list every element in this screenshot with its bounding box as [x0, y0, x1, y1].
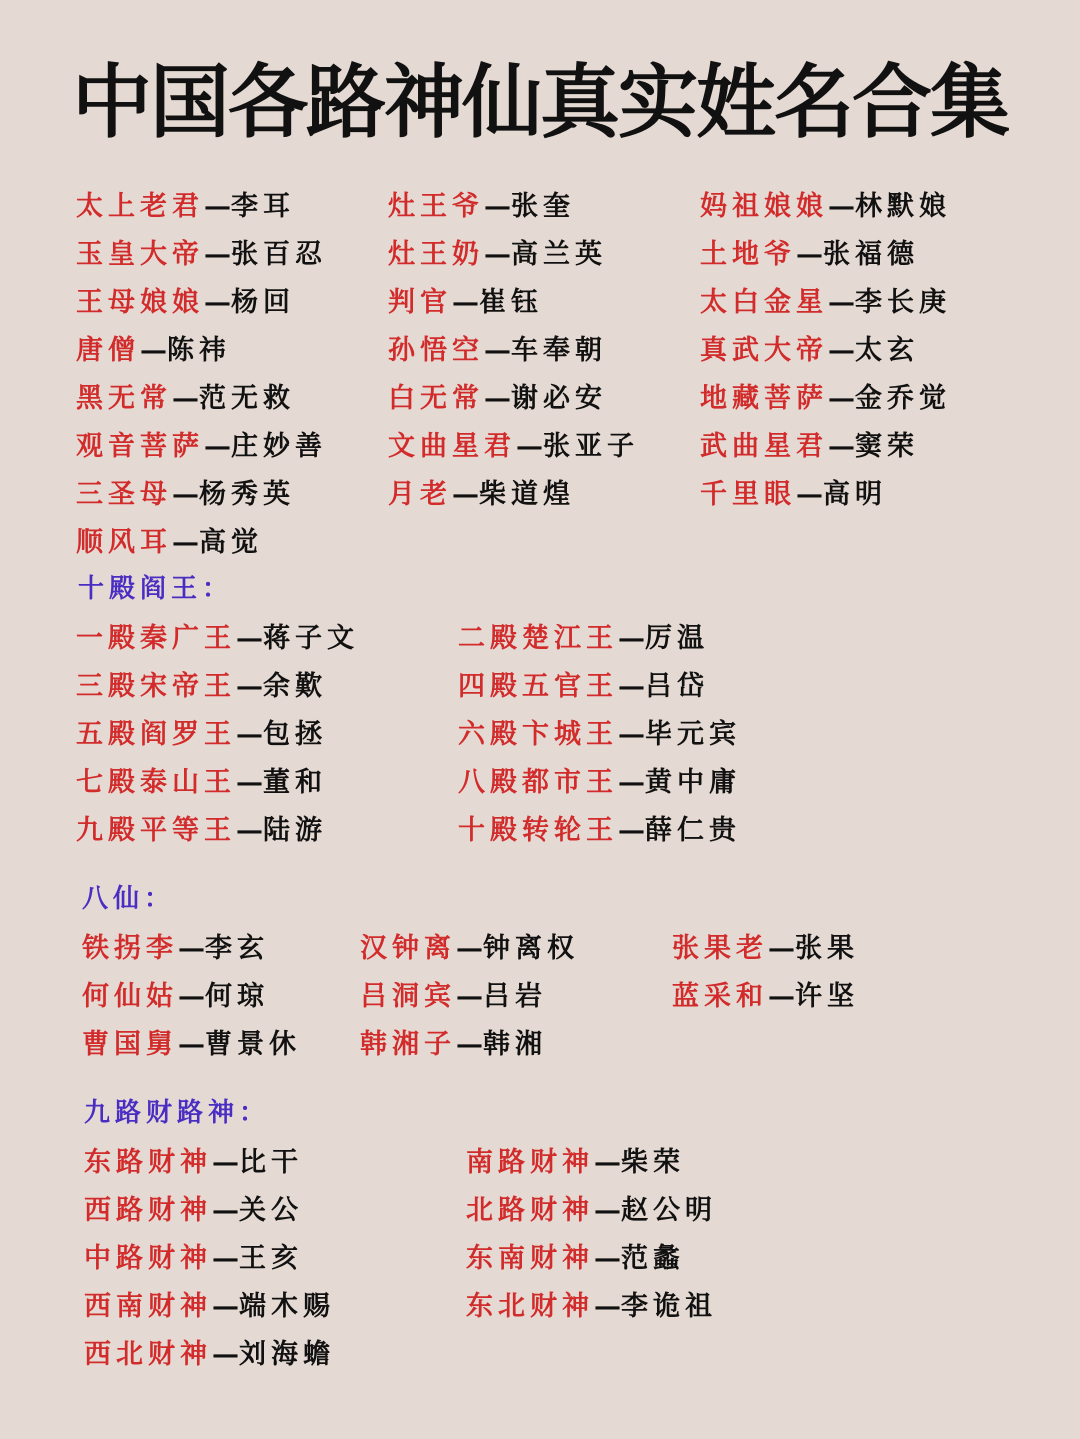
real-name: 刘海蟾 [239, 1339, 335, 1370]
deity-title: 观音菩萨 [76, 431, 204, 462]
real-name: 吕岱 [645, 671, 709, 702]
deity-title: 千里眼 [700, 479, 796, 510]
section-heading: 十殿阎王： [78, 574, 234, 604]
separator: — [172, 527, 199, 558]
separator: — [456, 1029, 483, 1060]
deity-title: 太白金星 [700, 287, 828, 318]
deity-title: 唐僧 [76, 335, 140, 366]
real-name: 杨回 [231, 287, 295, 318]
page-title: 中国各路神仙真实姓名合集 [72, 56, 1008, 149]
deity-title: 六殿卞城王 [458, 719, 618, 750]
real-name: 高觉 [199, 527, 263, 558]
real-name: 张奎 [511, 191, 575, 222]
real-name: 李玄 [205, 933, 269, 964]
deity-title: 东南财神 [466, 1243, 594, 1274]
deity-title: 一殿秦广王 [76, 623, 236, 654]
deity-title: 曹国舅 [82, 1029, 178, 1060]
deity-entry [76, 664, 327, 703]
deity-title: 顺风耳 [76, 527, 172, 558]
deity-title: 北路财神 [466, 1195, 594, 1226]
deity-entry [388, 328, 607, 367]
real-name: 庄妙善 [231, 431, 327, 462]
deity-title: 王母娘娘 [76, 287, 204, 318]
separator: — [204, 239, 231, 270]
deity-entry [700, 376, 951, 415]
deity-entry [700, 328, 919, 367]
deity-entry [458, 808, 741, 847]
real-name: 董和 [263, 767, 327, 798]
separator: — [594, 1147, 621, 1178]
separator: — [618, 719, 645, 750]
deity-title: 蓝采和 [672, 981, 768, 1012]
separator: — [618, 623, 645, 654]
deity-entry [388, 232, 607, 271]
deity-entry [76, 232, 327, 271]
deity-entry [700, 232, 919, 271]
real-name: 太玄 [855, 335, 919, 366]
real-name: 王亥 [239, 1243, 303, 1274]
real-name: 毕元宾 [645, 719, 741, 750]
real-name: 陈祎 [167, 335, 231, 366]
deity-title: 武曲星君 [700, 431, 828, 462]
real-name: 关公 [239, 1195, 303, 1226]
deity-entry [458, 616, 709, 655]
separator: — [212, 1147, 239, 1178]
deity-entry [700, 472, 887, 511]
separator: — [796, 479, 823, 510]
deity-title: 四殿五官王 [458, 671, 618, 702]
separator: — [452, 479, 479, 510]
separator: — [594, 1291, 621, 1322]
separator: — [178, 1029, 205, 1060]
separator: — [456, 981, 483, 1012]
deity-entry [76, 376, 295, 415]
separator: — [516, 431, 543, 462]
deity-entry [388, 184, 575, 223]
separator: — [618, 671, 645, 702]
deity-entry [76, 328, 231, 367]
deity-entry [700, 280, 951, 319]
real-name: 柴道煌 [479, 479, 575, 510]
real-name: 曹景休 [205, 1029, 301, 1060]
real-name: 比干 [239, 1147, 303, 1178]
real-name: 端木赐 [239, 1291, 335, 1322]
deity-title: 土地爷 [700, 239, 796, 270]
deity-entry [388, 376, 607, 415]
deity-title: 铁拐李 [82, 933, 178, 964]
real-name: 范无救 [199, 383, 295, 414]
deity-entry [84, 1332, 335, 1371]
deity-title: 何仙姑 [82, 981, 178, 1012]
deity-entry [458, 664, 709, 703]
real-name: 钟离权 [483, 933, 579, 964]
real-name: 李诡祖 [621, 1291, 717, 1322]
deity-title: 灶王奶 [388, 239, 484, 270]
deity-entry [76, 424, 327, 463]
separator: — [204, 191, 231, 222]
separator: — [594, 1243, 621, 1274]
deity-entry [76, 616, 359, 655]
separator: — [618, 767, 645, 798]
separator: — [172, 383, 199, 414]
real-name: 高明 [823, 479, 887, 510]
deity-title: 西南财神 [84, 1291, 212, 1322]
deity-entry [76, 760, 327, 799]
real-name: 金乔觉 [855, 383, 951, 414]
deity-entry [360, 974, 547, 1013]
section-heading: 八仙： [82, 884, 176, 914]
real-name: 崔钰 [479, 287, 543, 318]
deity-entry [360, 926, 579, 965]
real-name: 黄中庸 [645, 767, 741, 798]
real-name: 吕岩 [483, 981, 547, 1012]
separator: — [594, 1195, 621, 1226]
separator: — [484, 239, 511, 270]
deity-title: 月老 [388, 479, 452, 510]
deity-title: 太上老君 [76, 191, 204, 222]
deity-entry [388, 424, 639, 463]
deity-entry [458, 760, 741, 799]
separator: — [456, 933, 483, 964]
real-name: 张福德 [823, 239, 919, 270]
deity-entry [672, 926, 859, 965]
separator: — [140, 335, 167, 366]
real-name: 蒋子文 [263, 623, 359, 654]
deity-title: 南路财神 [466, 1147, 594, 1178]
deity-entry [672, 974, 859, 1013]
deity-entry [76, 808, 327, 847]
separator: — [212, 1339, 239, 1370]
real-name: 谢必安 [511, 383, 607, 414]
deity-entry [84, 1236, 303, 1275]
separator: — [236, 767, 263, 798]
deity-title: 七殿泰山王 [76, 767, 236, 798]
deity-title: 八殿都市王 [458, 767, 618, 798]
section-heading: 九路财路神： [84, 1098, 271, 1128]
separator: — [484, 335, 511, 366]
deity-title: 吕洞宾 [360, 981, 456, 1012]
real-name: 陆游 [263, 815, 327, 846]
separator: — [796, 239, 823, 270]
separator: — [178, 981, 205, 1012]
deity-entry [466, 1236, 685, 1275]
deity-entry [700, 424, 919, 463]
deity-title: 地藏菩萨 [700, 383, 828, 414]
separator: — [828, 191, 855, 222]
deity-entry [76, 472, 295, 511]
deity-entry [466, 1188, 717, 1227]
real-name: 林默娘 [855, 191, 951, 222]
separator: — [204, 287, 231, 318]
separator: — [172, 479, 199, 510]
separator: — [768, 933, 795, 964]
deity-title: 三圣母 [76, 479, 172, 510]
real-name: 车奉朝 [511, 335, 607, 366]
deity-title: 五殿阎罗王 [76, 719, 236, 750]
separator: — [484, 383, 511, 414]
separator: — [484, 191, 511, 222]
deity-entry [458, 712, 741, 751]
real-name: 韩湘 [483, 1029, 547, 1060]
real-name: 张百忍 [231, 239, 327, 270]
separator: — [236, 719, 263, 750]
real-name: 张亚子 [543, 431, 639, 462]
separator: — [236, 815, 263, 846]
separator: — [212, 1195, 239, 1226]
real-name: 张果 [795, 933, 859, 964]
deity-entry [84, 1188, 303, 1227]
separator: — [178, 933, 205, 964]
deity-entry [388, 280, 543, 319]
deity-entry [84, 1140, 303, 1179]
deity-entry [82, 1022, 301, 1061]
deity-entry [700, 184, 951, 223]
real-name: 何琼 [205, 981, 269, 1012]
real-name: 李长庚 [855, 287, 951, 318]
deity-entry [466, 1140, 685, 1179]
deity-title: 判官 [388, 287, 452, 318]
real-name: 许坚 [795, 981, 859, 1012]
deity-title: 三殿宋帝王 [76, 671, 236, 702]
real-name: 薛仁贵 [645, 815, 741, 846]
deity-entry [388, 472, 575, 511]
deity-title: 张果老 [672, 933, 768, 964]
deity-title: 真武大帝 [700, 335, 828, 366]
real-name: 余歎 [263, 671, 327, 702]
deity-title: 黑无常 [76, 383, 172, 414]
separator: — [452, 287, 479, 318]
deity-entry [76, 712, 327, 751]
separator: — [768, 981, 795, 1012]
deity-title: 西路财神 [84, 1195, 212, 1226]
separator: — [236, 623, 263, 654]
real-name: 赵公明 [621, 1195, 717, 1226]
real-name: 窦荣 [855, 431, 919, 462]
separator: — [204, 431, 231, 462]
separator: — [828, 287, 855, 318]
deity-title: 十殿转轮王 [458, 815, 618, 846]
separator: — [236, 671, 263, 702]
real-name: 杨秀英 [199, 479, 295, 510]
separator: — [828, 383, 855, 414]
deity-title: 玉皇大帝 [76, 239, 204, 270]
deity-title: 东北财神 [466, 1291, 594, 1322]
real-name: 柴荣 [621, 1147, 685, 1178]
real-name: 范蠡 [621, 1243, 685, 1274]
deity-entry [360, 1022, 547, 1061]
real-name: 厉温 [645, 623, 709, 654]
real-name: 李耳 [231, 191, 295, 222]
deity-entry [82, 974, 269, 1013]
separator: — [618, 815, 645, 846]
deity-title: 汉钟离 [360, 933, 456, 964]
separator: — [828, 431, 855, 462]
deity-title: 文曲星君 [388, 431, 516, 462]
deity-title: 白无常 [388, 383, 484, 414]
deity-entry [76, 280, 295, 319]
separator: — [828, 335, 855, 366]
separator: — [212, 1291, 239, 1322]
deity-title: 中路财神 [84, 1243, 212, 1274]
real-name: 高兰英 [511, 239, 607, 270]
deity-entry [82, 926, 269, 965]
deity-title: 灶王爷 [388, 191, 484, 222]
deity-entry [466, 1284, 717, 1323]
real-name: 包拯 [263, 719, 327, 750]
deity-title: 东路财神 [84, 1147, 212, 1178]
deity-title: 二殿楚江王 [458, 623, 618, 654]
deity-title: 韩湘子 [360, 1029, 456, 1060]
deity-title: 九殿平等王 [76, 815, 236, 846]
deity-entry [76, 184, 295, 223]
deity-title: 西北财神 [84, 1339, 212, 1370]
deity-entry [76, 520, 263, 559]
deity-title: 妈祖娘娘 [700, 191, 828, 222]
deity-entry [84, 1284, 335, 1323]
separator: — [212, 1243, 239, 1274]
deity-title: 孙悟空 [388, 335, 484, 366]
